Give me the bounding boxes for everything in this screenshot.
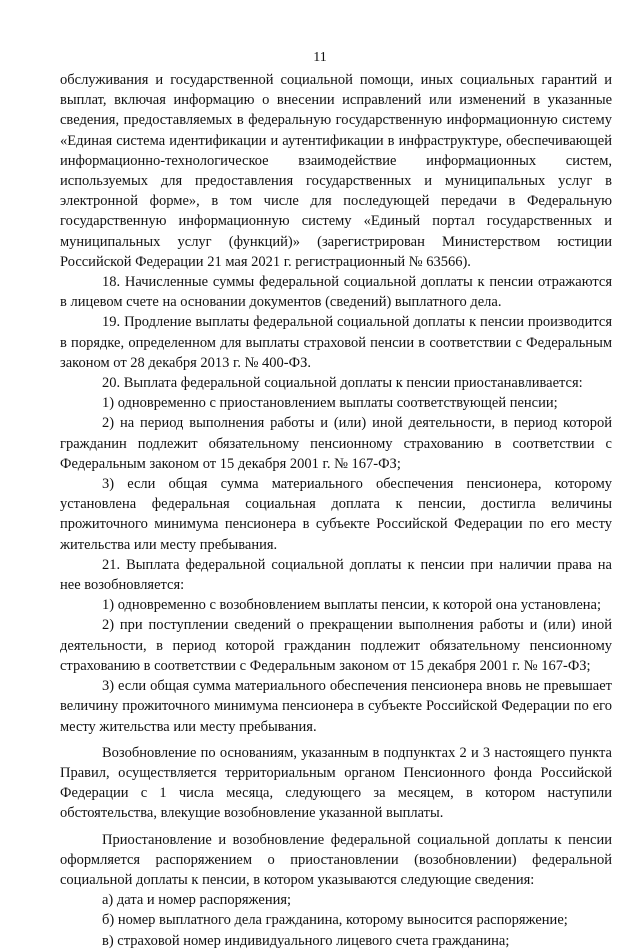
paragraph-21-item-2: 2) при поступлении сведений о прекращении выполнения работы и (или) иной деятельности, в период которой гражданин подлежит обязательному пенсионному страхованию в соответствии с Федеральным законом от 15 декабря 2001 г. № 167-ФЗ; (60, 617, 612, 674)
paragraph-continuation: обслуживания и государственной социальной помощи, иных социальных гарантий и выплат, включая информацию о внесении исправлений или изменений в указанные сведения, предоставляемых в федеральную государственную информационную систему «Единая система идентификации и аутентификации в инфраструктуре, обеспечивающей информационно-технологическое взаимодействие информационных систем, используемых для предоставления государственных и муниципальных услуг в электронной форме», в том числе для последующей передачи в Федеральную государственную информационную систему «Единый портал государственных и муниципальных услуг (функций)» (зарегистрирован Министерством юстиции Российской Федерации 21 мая 2021 г. регистрационный № 63566). (60, 72, 612, 270)
paragraph-20-item-3: 3) если общая сумма материального обеспечения пенсионера, которому установлена федеральная социальная доплата к пенсии, достигла величины прожиточного минимума пенсионера в субъекте Российской Федерации по его месту жительства или месту пребывания. (60, 476, 612, 553)
paragraph-order-item-c: в) страховой номер индивидуального лицевого счета гражданина; (102, 932, 510, 949)
paragraph-19: 19. Продление выплаты федеральной социальной доплаты к пенсии производится в порядке, определенном для выплаты страховой пенсии в соответствии с Федеральным законом от 28 декабря 2013 г. № 400-ФЗ. (60, 314, 612, 371)
paragraph-18: 18. Начисленные суммы федеральной социальной доплаты к пенсии отражаются в лицевом счете на основании документов (сведений) выплатного дела. (60, 274, 612, 311)
paragraph-21-item-3: 3) если общая сумма материального обеспечения пенсионера вновь не превышает величину прожиточного минимума пенсионера в субъекте Российской Федерации по его месту жительства или месту пребывания. (60, 678, 612, 735)
page-number: 11 (313, 50, 327, 65)
paragraph-21: 21. Выплата федеральной социальной доплаты к пенсии при наличии права на нее возобновляется: (60, 556, 612, 594)
paragraph-order-info: Приостановление и возобновление федеральной социальной доплаты к пенсии оформляется распоряжением о приостановлении (возобновлении) федеральной социальной доплаты к пенсии, в котором указываются следующие сведения: (60, 831, 612, 888)
paragraph-order-item-a: а) дата и номер распоряжения; (102, 892, 292, 909)
paragraph-resumption-note: Возобновление по основаниям, указанным в подпунктах 2 и 3 настоящего пункта Правил, осуществляется территориальным органом Пенсионного фонда Российской Федерации с 1 числа месяца, следующего за месяцем, в котором наступили обстоятельства, влекущие возобновление указанной выплаты. (60, 744, 612, 822)
paragraph-20: 20. Выплата федеральной социальной доплаты к пенсии приостанавливается: (102, 375, 583, 392)
paragraph-21-item-1: 1) одновременно с возобновлением выплаты пенсии, к которой она установлена; (102, 597, 601, 614)
paragraph-20-item-2: 2) на период выполнения работы и (или) иной деятельности, в период которой гражданин подлежит обязательному пенсионному страхованию в соответствии с Федеральным законом от 15 декабря 2001 г. № 167-ФЗ; (60, 415, 612, 472)
document-body (60, 70, 612, 951)
paragraph-20-item-1: 1) одновременно с приостановлением выплаты соответствующей пенсии; (102, 395, 558, 412)
paragraph-order-item-b: б) номер выплатного дела гражданина, которому выносится распоряжение; (102, 912, 568, 929)
